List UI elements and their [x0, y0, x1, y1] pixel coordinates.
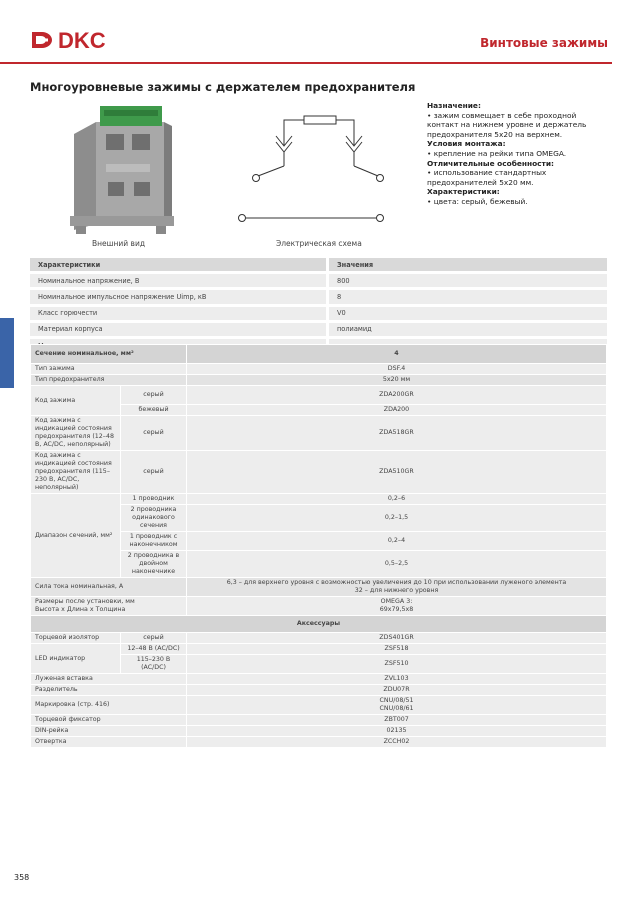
chars-heading: Характеристики:: [427, 187, 500, 197]
row-value: ZDA510GR: [187, 451, 607, 494]
row-value: ZDA200GR: [187, 386, 607, 405]
spec-value: 800: [328, 273, 608, 289]
dkc-logo: [30, 28, 150, 52]
table-row: [31, 696, 607, 715]
spec-table: [30, 258, 607, 355]
color-label: бежевый: [121, 405, 187, 416]
side-tab-marker: [0, 318, 14, 388]
row-label: Торцевой изолятор: [31, 633, 121, 644]
row-value: ZDA200: [187, 405, 607, 416]
row-value: 0,2–1,5: [187, 505, 607, 532]
spec-value: V0: [328, 305, 608, 321]
row-label: Отвертка: [31, 737, 187, 748]
size-label-line: Размеры после установки, мм: [35, 598, 135, 605]
row-label: Код зажима с индикацией состояния предохранителя (12–48 В, AC/DC, неполярный): [31, 416, 121, 451]
purpose-line: контакт на нижнем уровне и держатель: [427, 120, 587, 130]
row-value: 0,5–2,5: [187, 551, 607, 578]
photo-caption: Внешний вид: [92, 239, 146, 248]
spec-table-header: [30, 258, 607, 273]
table-row: [31, 364, 607, 375]
spec-label: Номинальное импульсное напряжение Uimp, кВ: [30, 289, 328, 305]
table-row: [31, 737, 607, 748]
row-label: Маркировка (стр. 416): [31, 696, 187, 715]
size-label-line: Высота x Длина x Толщина: [35, 606, 126, 613]
row-value: 02135: [187, 726, 607, 737]
row-label: Разделитель: [31, 685, 187, 696]
current-value-lower: 32 – для нижнего уровня: [354, 587, 439, 594]
accessories-header: [31, 616, 607, 633]
row-value: [187, 597, 607, 616]
table-row: [31, 416, 607, 451]
row-value: [187, 696, 607, 715]
row-value: ZDA518GR: [187, 416, 607, 451]
section-title: Винтовые зажимы: [480, 36, 608, 50]
spec-head-char: Характеристики: [30, 258, 328, 273]
spec-value: полиамид: [328, 321, 608, 337]
current-value-upper: 6,3 – для верхнего уровня с возможностью увеличения до 10 при использовании луженого элемента: [226, 579, 567, 586]
color-label: серый: [121, 416, 187, 451]
row-value: ZSF518: [187, 644, 607, 655]
features-line: • использование стандартных: [427, 168, 547, 178]
row-label: Код зажима с индикацией состояния предохранителя (115–230 В, AC/DC, неполярный): [31, 451, 121, 494]
table-row: [31, 726, 607, 737]
row-value: DSF.4: [187, 364, 607, 375]
color-label: серый: [121, 633, 187, 644]
range-sub-label: 1 проводник с наконечником: [121, 532, 187, 551]
voltage-label: 12–48 В (AC/DC): [121, 644, 187, 655]
row-value: 5x20 мм: [187, 375, 607, 386]
row-value: ZCCH02: [187, 737, 607, 748]
row-value: 0,2–6: [187, 494, 607, 505]
page-number: 358: [14, 873, 30, 882]
mark-value: CNU/08/61: [379, 705, 414, 712]
table-row: [31, 685, 607, 696]
features-line: предохранителей 5x20 мм.: [427, 177, 534, 187]
chars-line: • цвета: серый, бежевый.: [427, 196, 528, 206]
row-value: ZDU07R: [187, 685, 607, 696]
purpose-line: • зажим совмещает в себе проходной: [427, 110, 577, 120]
spec-value: 8: [328, 289, 608, 305]
logo-lettering: DKC: [58, 28, 106, 52]
table-row: [31, 715, 607, 726]
row-label: Тип зажима: [31, 364, 187, 375]
table-row: [31, 633, 607, 644]
purpose-line: предохранителя 5x20 на верхнем.: [427, 129, 563, 139]
features-heading: Отличительные особенности:: [427, 158, 554, 168]
schema-caption: Электрическая схема: [276, 239, 362, 248]
spec-label: Номинальное напряжение, В: [30, 273, 328, 289]
row-value: ZDS401GR: [187, 633, 607, 644]
table-row: [31, 674, 607, 685]
electrical-schema: [232, 110, 390, 226]
size-value-line: 69x79,5x8: [379, 606, 414, 613]
row-label: [31, 597, 187, 616]
row-value: 0,2–4: [187, 532, 607, 551]
table-row: [31, 578, 607, 597]
table-row: [30, 273, 607, 289]
cross-section-value: 4: [187, 345, 607, 364]
table-row: [31, 494, 607, 505]
product-photo: [66, 104, 178, 234]
row-value: ZVL103: [187, 674, 607, 685]
table-row: [31, 597, 607, 616]
page-title: Многоуровневые зажимы с держателем предохранителя: [30, 80, 416, 94]
table-row: [30, 289, 607, 305]
row-label: Луженая вставка: [31, 674, 187, 685]
mount-line: • крепление на рейки типа OMEGA.: [427, 148, 567, 158]
mount-heading: Условия монтажа:: [427, 139, 506, 149]
cross-section-label: Сечение номинальное, мм²: [31, 345, 187, 364]
main-table-header: [31, 345, 607, 364]
row-value: ZSF510: [187, 655, 607, 674]
voltage-label: 115–230 В (AC/DC): [121, 655, 187, 674]
row-label: Код зажима: [31, 386, 121, 416]
spec-head-value: Значения: [328, 258, 608, 273]
color-label: серый: [121, 386, 187, 405]
table-row: [30, 305, 607, 321]
row-label: LED индикатор: [31, 644, 121, 674]
table-row: [30, 321, 607, 337]
table-row: [31, 644, 607, 655]
description-block: [427, 101, 607, 207]
size-value-line: OMEGA 3:: [380, 598, 413, 605]
row-value: ZBT007: [187, 715, 607, 726]
header-rule: [0, 62, 612, 64]
purpose-heading: Назначение:: [427, 101, 481, 110]
spec-label: Класс горючести: [30, 305, 328, 321]
range-sub-label: 2 проводника одинакового сечения: [121, 505, 187, 532]
main-table: [30, 344, 607, 748]
table-row: [31, 375, 607, 386]
row-label: DIN-рейка: [31, 726, 187, 737]
color-label: серый: [121, 451, 187, 494]
accessories-title: Аксессуары: [31, 616, 607, 633]
table-row: [31, 386, 607, 405]
table-row: [31, 451, 607, 494]
row-label: Сила тока номинальная, А: [31, 578, 187, 597]
spec-label: Материал корпуса: [30, 321, 328, 337]
row-label: Тип предохранителя: [31, 375, 187, 386]
row-label: Диапазон сечений, мм²: [31, 494, 121, 578]
mark-value: CNU/08/51: [379, 697, 414, 704]
range-sub-label: 2 проводника в двойном наконечнике: [121, 551, 187, 578]
row-label: Торцевой фиксатор: [31, 715, 187, 726]
range-sub-label: 1 проводник: [121, 494, 187, 505]
row-value: [187, 578, 607, 597]
